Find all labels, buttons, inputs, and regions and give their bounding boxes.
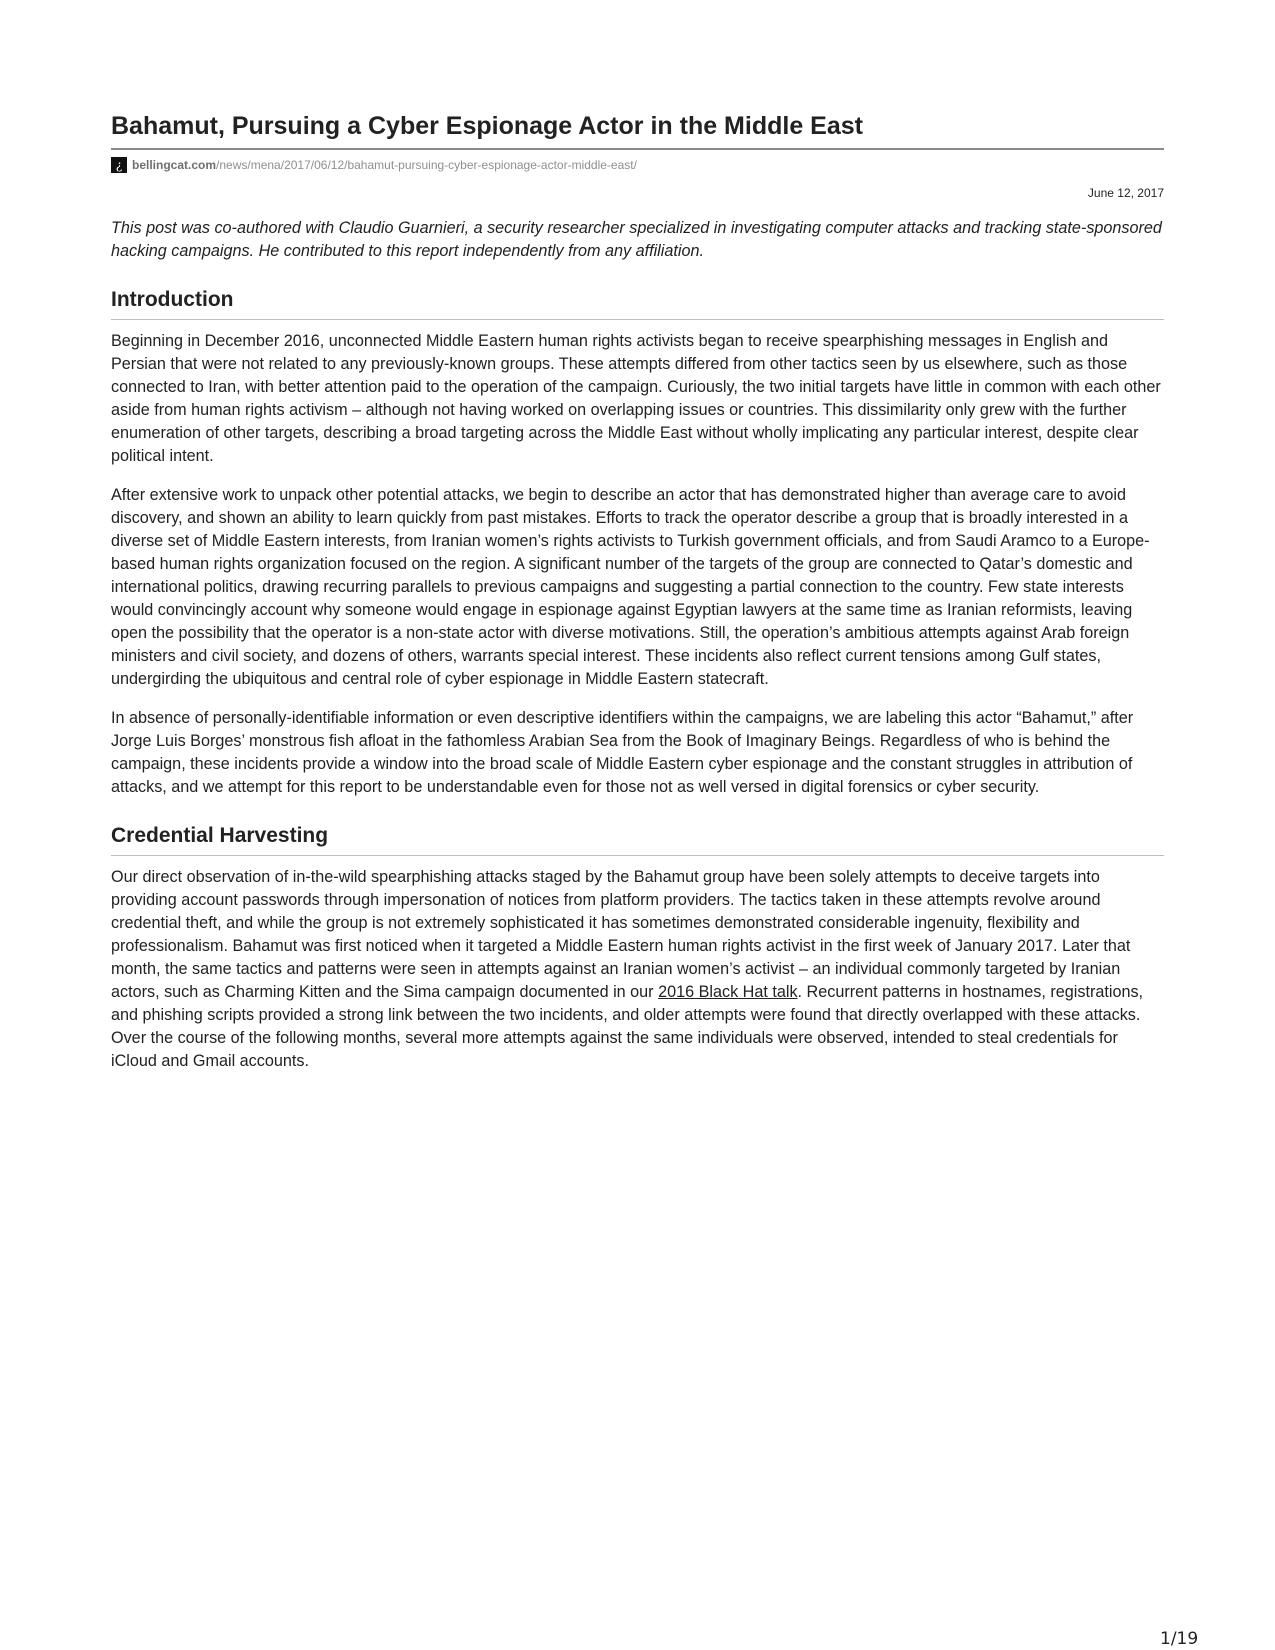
- section-heading-credential-harvesting: Credential Harvesting: [111, 822, 1164, 856]
- credential-harvesting-paragraph: [111, 866, 1164, 1073]
- black-hat-talk-link[interactable]: 2016 Black Hat talk: [658, 983, 798, 1001]
- source-url-link[interactable]: [132, 157, 637, 173]
- byline: This post was co-authored with Claudio Guarnieri, a security researcher specialized in investigating computer attacks and tracking state-sponsored hacking campaigns. He contributed to this report independently from any affiliation.: [111, 219, 1162, 260]
- source-path: /news/mena/2017/06/12/bahamut-pursuing-cyber-espionage-actor-middle-east/: [216, 158, 637, 172]
- source-line: [111, 157, 1164, 173]
- intro-paragraph-2: After extensive work to unpack other potential attacks, we begin to describe an actor that has demonstrated higher than average care to avoid discovery, and shown an ability to learn quickly from past mistakes. Efforts to track the operator describe a group that is broadly interested in a diverse set of Middle Eastern interests, from Iranian women’s rights activists to Turkish government officials, and from Saudi Aramco to a Europe-based human rights organization focused on the region. A significant number of the targets of the group are connected to Qatar’s domestic and international politics, drawing recurring parallels to previous campaigns and suggesting a partial connection to the country. Few state interests would convincingly account why someone would engage in espionage against Egyptian lawyers at the same time as Iranian reformists, leaving open the possibility that the operator is a non-state actor with diverse motivations. Still, the operation’s ambitious attempts against Arab foreign ministers and civil society, and dozens of others, warrants special interest. These incidents also reflect current tensions among Gulf states, undergirding the ubiquitous and central role of cyber espionage in Middle Eastern statecraft.: [111, 486, 1150, 688]
- article-title: Bahamut, Pursuing a Cyber Espionage Actor in the Middle East: [111, 110, 1164, 150]
- paragraph-text-before-link: Our direct observation of in-the-wild spearphishing attacks staged by the Bahamut group have been solely attempts to deceive targets into providing account passwords through impersonation of notices from platform providers. The tactics taken in these attempts revolve around credential theft, and while the group is not extremely sophisticated it has sometimes demonstrated considerable ingenuity, flexibility and professionalism. Bahamut was first noticed when it targeted a Middle Eastern human rights activist in the first week of January 2017. Later that month, the same tactics and patterns were seen in attempts against an Iranian women’s activist – an individual commonly targeted by Iranian actors, such as Charming Kitten and the Sima campaign documented in our: [111, 868, 1131, 1001]
- intro-paragraph-3: In absence of personally-identifiable information or even descriptive identifiers within the campaigns, we are labeling this actor “Bahamut,” after Jorge Luis Borges’ monstrous fish afloat in the fathomless Arabian Sea from the Book of Imaginary Beings. Regardless of who is behind the campaign, these incidents provide a window into the broad scale of Middle Eastern cyber espionage and the constant struggles in attribution of attacks, and we attempt for this report to be understandable even for those not as well versed in digital forensics or cyber security.: [111, 709, 1134, 796]
- article-page: [111, 110, 1164, 1073]
- paragraph-text-after-link: . Recurrent patterns in hostnames, registrations, and phishing scripts provided a strong link between the two incidents, and older attempts were found that directly overlapped with these attacks. Over the course of the following months, several more attempts against the same individuals were observed, intended to steal credentials for iCloud and Gmail accounts.: [111, 983, 1144, 1070]
- bellingcat-logo-icon: ¿: [111, 157, 127, 173]
- source-domain: bellingcat.com: [132, 158, 217, 172]
- page-number: 1/19: [1160, 1629, 1199, 1649]
- section-heading-introduction: Introduction: [111, 286, 1164, 320]
- publish-date: June 12, 2017: [1087, 186, 1164, 200]
- intro-paragraph-1: Beginning in December 2016, unconnected Middle Eastern human rights activists began to receive spearphishing messages in English and Persian that were not related to any previously-known groups. These attempts differed from other tactics seen by us elsewhere, such as those connected to Iran, with better attention paid to the operation of the campaign. Curiously, the two initial targets have little in common with each other aside from human rights activism – although not having worked on overlapping issues or countries. This dissimilarity only grew with the further enumeration of other targets, describing a broad targeting across the Middle East without wholly implicating any particular interest, despite clear political intent.: [111, 332, 1161, 465]
